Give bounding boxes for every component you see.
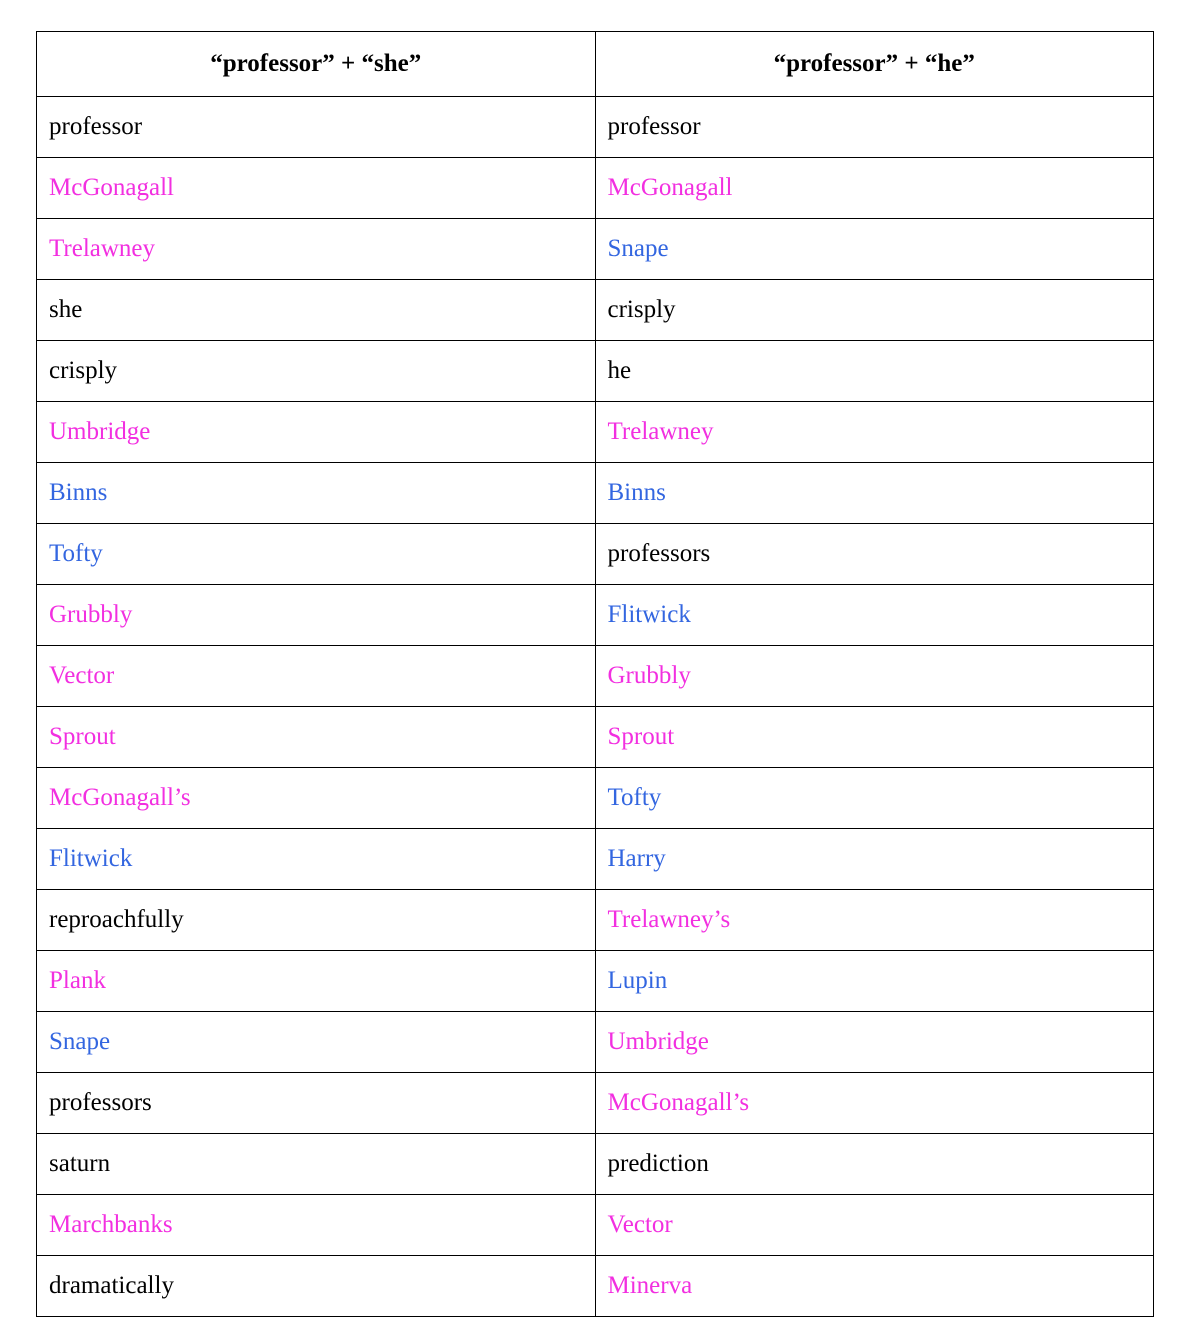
table-row [37,1256,1154,1317]
table-cell: Trelawney [37,219,596,280]
table-cell: Trelawney [595,402,1154,463]
table-cell: McGonagall’s [37,768,596,829]
table-cell: she [37,280,596,341]
table-cell: Grubbly [595,646,1154,707]
table-cell: McGonagall’s [595,1073,1154,1134]
table-cell: Binns [37,463,596,524]
table-cell: prediction [595,1134,1154,1195]
table-cell: saturn [37,1134,596,1195]
table-row [37,585,1154,646]
table-row [37,646,1154,707]
table-cell: professors [595,524,1154,585]
table-cell: Sprout [595,707,1154,768]
table-cell: Flitwick [595,585,1154,646]
table-cell: Trelawney’s [595,890,1154,951]
table-cell: Minerva [595,1256,1154,1317]
table-cell: Vector [37,646,596,707]
table-cell: Plank [37,951,596,1012]
word-association-table [36,31,1154,1317]
table-body [37,97,1154,1317]
table-header-row [37,32,1154,97]
table-row [37,402,1154,463]
table-cell: Umbridge [595,1012,1154,1073]
table-cell: he [595,341,1154,402]
table-row [37,951,1154,1012]
table-row [37,1134,1154,1195]
table-cell: Flitwick [37,829,596,890]
table-row [37,524,1154,585]
column-header-he: “professor” + “he” [595,32,1154,97]
table-cell: Sprout [37,707,596,768]
table-cell: McGonagall [37,158,596,219]
table-cell: Marchbanks [37,1195,596,1256]
table-cell: dramatically [37,1256,596,1317]
table-row [37,707,1154,768]
table-cell: professor [37,97,596,158]
table-cell: Umbridge [37,402,596,463]
table-cell: Vector [595,1195,1154,1256]
table-row [37,1012,1154,1073]
table-row [37,219,1154,280]
table-cell: reproachfully [37,890,596,951]
table-cell: crisply [37,341,596,402]
table-cell: Snape [595,219,1154,280]
table-cell: Tofty [595,768,1154,829]
table-row [37,97,1154,158]
table-cell: Snape [37,1012,596,1073]
table-cell: Tofty [37,524,596,585]
table-cell: professor [595,97,1154,158]
table-row [37,829,1154,890]
table-row [37,768,1154,829]
table-head [37,32,1154,97]
table-row [37,890,1154,951]
table-cell: Lupin [595,951,1154,1012]
column-header-she: “professor” + “she” [37,32,596,97]
table-row [37,1195,1154,1256]
table-cell: crisply [595,280,1154,341]
table-cell: Binns [595,463,1154,524]
table-cell: McGonagall [595,158,1154,219]
table-row [37,280,1154,341]
table-cell: Harry [595,829,1154,890]
table-cell: professors [37,1073,596,1134]
table-cell: Grubbly [37,585,596,646]
table-row [37,158,1154,219]
table-row [37,1073,1154,1134]
table-row [37,463,1154,524]
table-row [37,341,1154,402]
